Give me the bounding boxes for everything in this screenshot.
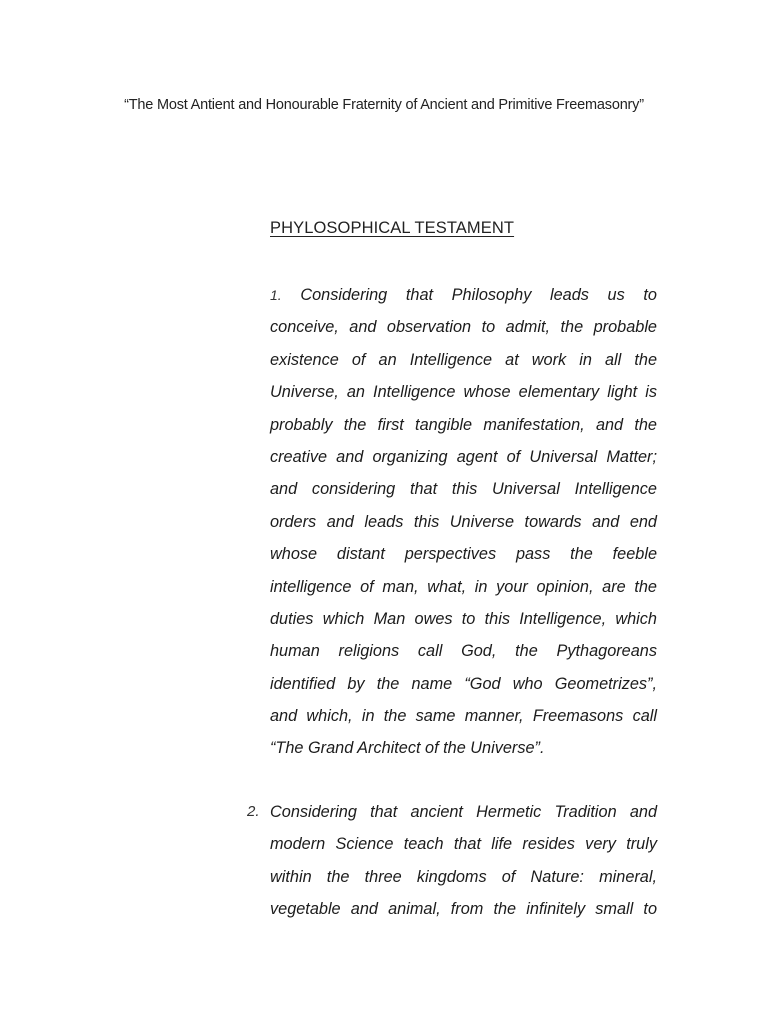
paragraph-number: 2. — [247, 803, 260, 820]
paragraph-line: modern Science teach that life resides very truly — [270, 835, 657, 854]
paragraph-line: conceive, and observation to admit, the probable — [270, 318, 657, 337]
paragraph-line: creative and organizing agent of Universal Matter; — [270, 447, 657, 466]
paragraph-2 — [270, 796, 657, 926]
paragraph-line: and which, in the same manner, Freemasons call — [270, 707, 657, 726]
section-title: PHYLOSOPHICAL TESTAMENT — [270, 219, 515, 237]
paragraph-line: whose distant perspectives pass the feeble — [270, 545, 657, 564]
paragraph-line: “The Grand Architect of the Universe”. — [270, 739, 545, 758]
paragraph-1 — [270, 279, 657, 765]
paragraph-line-text: Considering that Philosophy leads us to — [300, 286, 657, 304]
paragraph-line: intelligence of man, what, in your opinion, are the — [270, 577, 657, 596]
paragraph-number: 1. — [270, 287, 282, 303]
paragraph-line: Considering that ancient Hermetic Tradition and — [270, 803, 657, 821]
paragraph-line: and considering that this Universal Intelligence — [270, 480, 657, 499]
paragraph-line: within the three kingdoms of Nature: mineral, — [270, 867, 657, 886]
paragraph-line: orders and leads this Universe towards and end — [270, 512, 657, 531]
paragraph-line: existence of an Intelligence at work in all the — [270, 350, 657, 369]
paragraph-line — [270, 279, 657, 311]
paragraph-line: identified by the name “God who Geometrizes”, — [270, 674, 657, 693]
paragraph-line: probably the first tangible manifestation, and the — [270, 415, 657, 434]
paragraph-line: duties which Man owes to this Intelligence, which — [270, 609, 657, 628]
paragraph-line: vegetable and animal, from the infinitely small to — [270, 900, 657, 919]
paragraph-line: Universe, an Intelligence whose elementary light is — [270, 383, 657, 402]
document-header: “The Most Antient and Honourable Fraternity of Ancient and Primitive Freemasonry” — [124, 97, 644, 113]
paragraph-line: human religions call God, the Pythagoreans — [270, 642, 657, 661]
